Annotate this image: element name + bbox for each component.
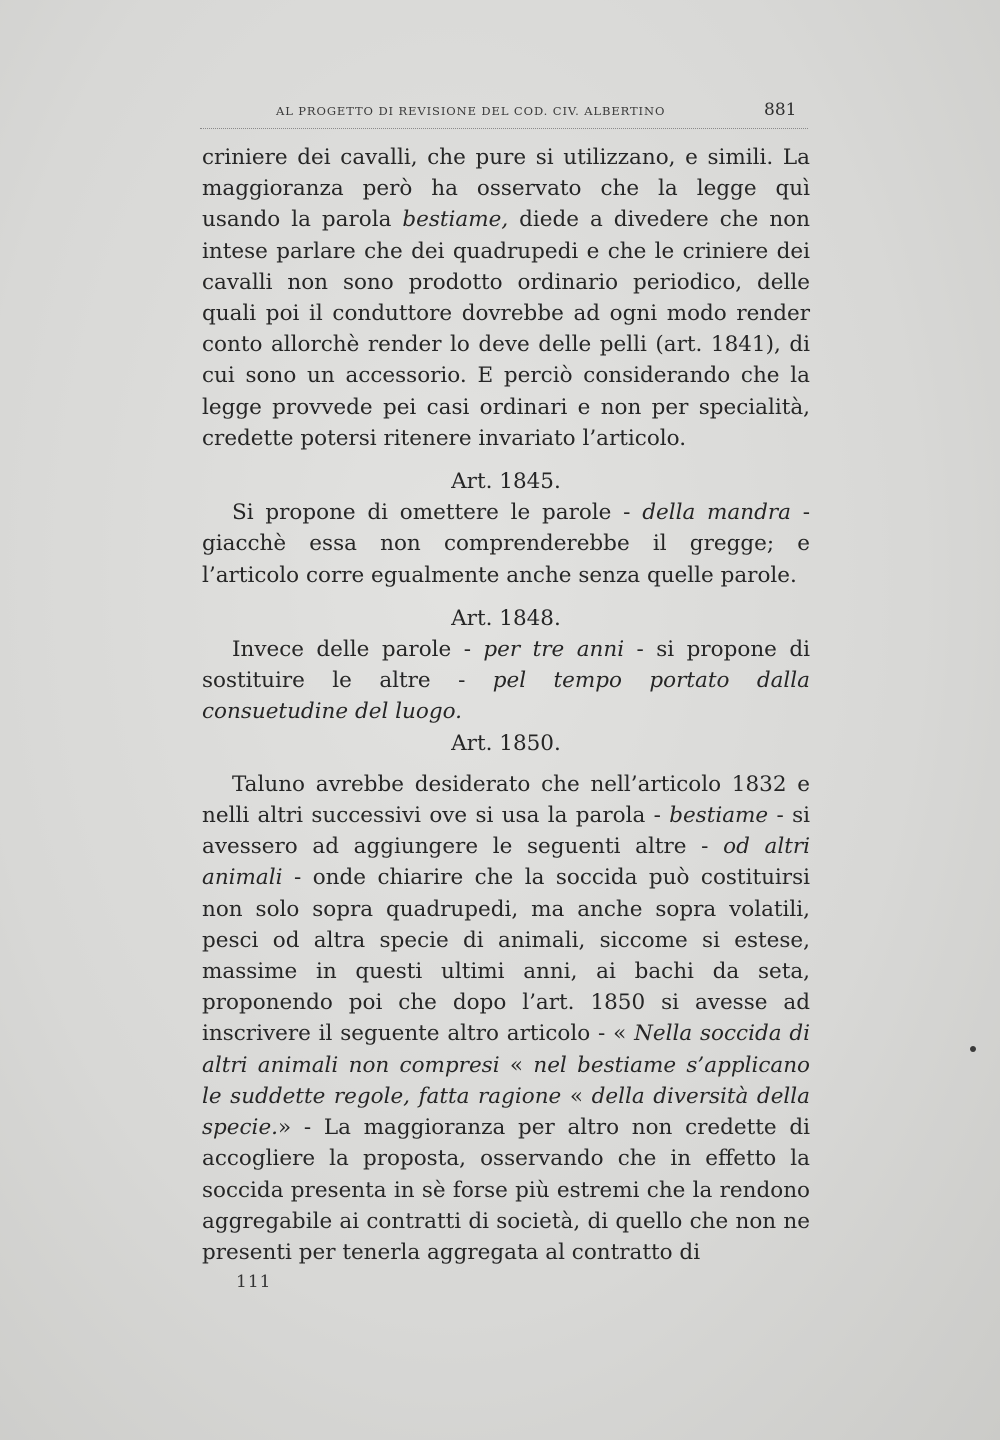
paragraph-text: diede a divedere che non intese parlare che dei quadrupedi e che le criniere dei cavalli non sono prodotto ordinario periodico, delle quali poi il conduttore dovrebbe ad ogni modo render conto allorchè render lo deve delle pelli (art. 1841), di cui sono un accessorio. E perciò considerando che la legge provvede pei casi ordinari e non per specialità, credette potersi ritenere invariato l’articolo. — [202, 207, 810, 451]
paragraph-text: criniere dei cavalli, che pure si utilizzano, e simili. La maggioranza però ha osservato che la legge quì usando la parola — [202, 145, 810, 233]
italic-term: bestiame, — [402, 207, 509, 233]
running-head: AL PROGETTO DI REVISIONE DEL COD. CIV. ALBERTINO — [276, 104, 666, 118]
article-heading-1848: Art. 1848. — [451, 605, 561, 631]
paragraph-text: - si avessero ad aggiungere le seguenti altre - — [202, 803, 810, 860]
paragraph-text: - si propone di sostituire le altre - — [202, 637, 810, 694]
article-heading-1850: Art. 1850. — [451, 730, 561, 756]
quote-line-1: Nella soccida di altri animali non compresi — [202, 1021, 810, 1078]
article-heading-1845: Art. 1845. — [451, 469, 561, 495]
paragraph-text: - onde chiarire che la soccida può costituirsi non solo sopra quadrupedi, ma anche sopra volatili, pesci od altra specie di animali, siccome si estese, massime in questi ultimi anni, ai bachi da seta, proponendo poi che dopo l’art. 1850 si avesse ad inscrivere il seguente altro articolo - « — [202, 865, 810, 1047]
italic-term: od altri animali — [202, 834, 811, 891]
quote-line-2: nel bestiame s’applicano le suddette regole, fatta ragione — [202, 1052, 810, 1109]
quote-line-3: della diversità della specie. — [202, 1083, 810, 1141]
paragraph-text: Taluno avrebbe desiderato che nell’articolo 1832 e nelli altri successivi ove si usa la parola - — [202, 771, 810, 829]
italic-term: pel tempo portato dalla consuetudine del luogo. — [202, 668, 810, 725]
paragraph-art-1850: Taluno avrebbe desiderato che nell’articolo 1832 e nelli altri successivi ove si usa la parola - bestiame - si avessero ad aggiungere le seguenti altre - od altri animali - onde chiarire che la soccida può costituirsi non solo sopra quadrupedi, ma anche sopra volatili, pesci od altra specie di animali, siccome si estese, massime in questi ultimi anni, ai bachi da seta, proponendo poi che dopo l’art. 1850 si avesse ad inscrivere il seguente altro articolo - « Nella soccida di altri animali non compresi « nel bestiame s’applicano le suddette regole, fatta ragione « della diversità della specie.» - La maggioranza per altro non credette di accogliere la proposta, osservando che in effetto la soccida presenta in sè forse più estremi che la rendono aggregabile ai contratti di società, di quello che non ne presenti per tenerla aggregata al contratto di — [202, 771, 811, 1265]
paragraph-text: - La maggioranza per altro non credette di accogliere la proposta, osservando che in effetto la soccida presenta in sè forse più estremi che la rendono aggregabile ai contratti di società, di quello che non ne presenti per tenerla aggregata al contratto di — [202, 1115, 810, 1265]
signature-mark: 111 — [236, 1272, 272, 1292]
italic-term: bestiame — [669, 803, 769, 829]
paragraph-art-1848 — [202, 634, 810, 728]
italic-term: della mandra — [642, 500, 791, 526]
paragraph-art-1845 — [202, 497, 810, 591]
paragraph-text: Si propone di omettere le parole - — [232, 500, 643, 526]
page-body — [202, 142, 810, 1268]
italic-term: per tre anni — [483, 637, 625, 663]
paragraph-text: Invece delle parole - — [232, 637, 484, 663]
header-divider — [200, 128, 808, 129]
paragraph-text: - giacchè essa non comprenderebbe il gregge; e l’articolo corre egualmente anche senza quelle parole. — [202, 500, 810, 588]
ink-spot — [970, 1046, 976, 1052]
page-number: 881 — [764, 100, 797, 120]
paragraph-continuation — [202, 142, 810, 454]
